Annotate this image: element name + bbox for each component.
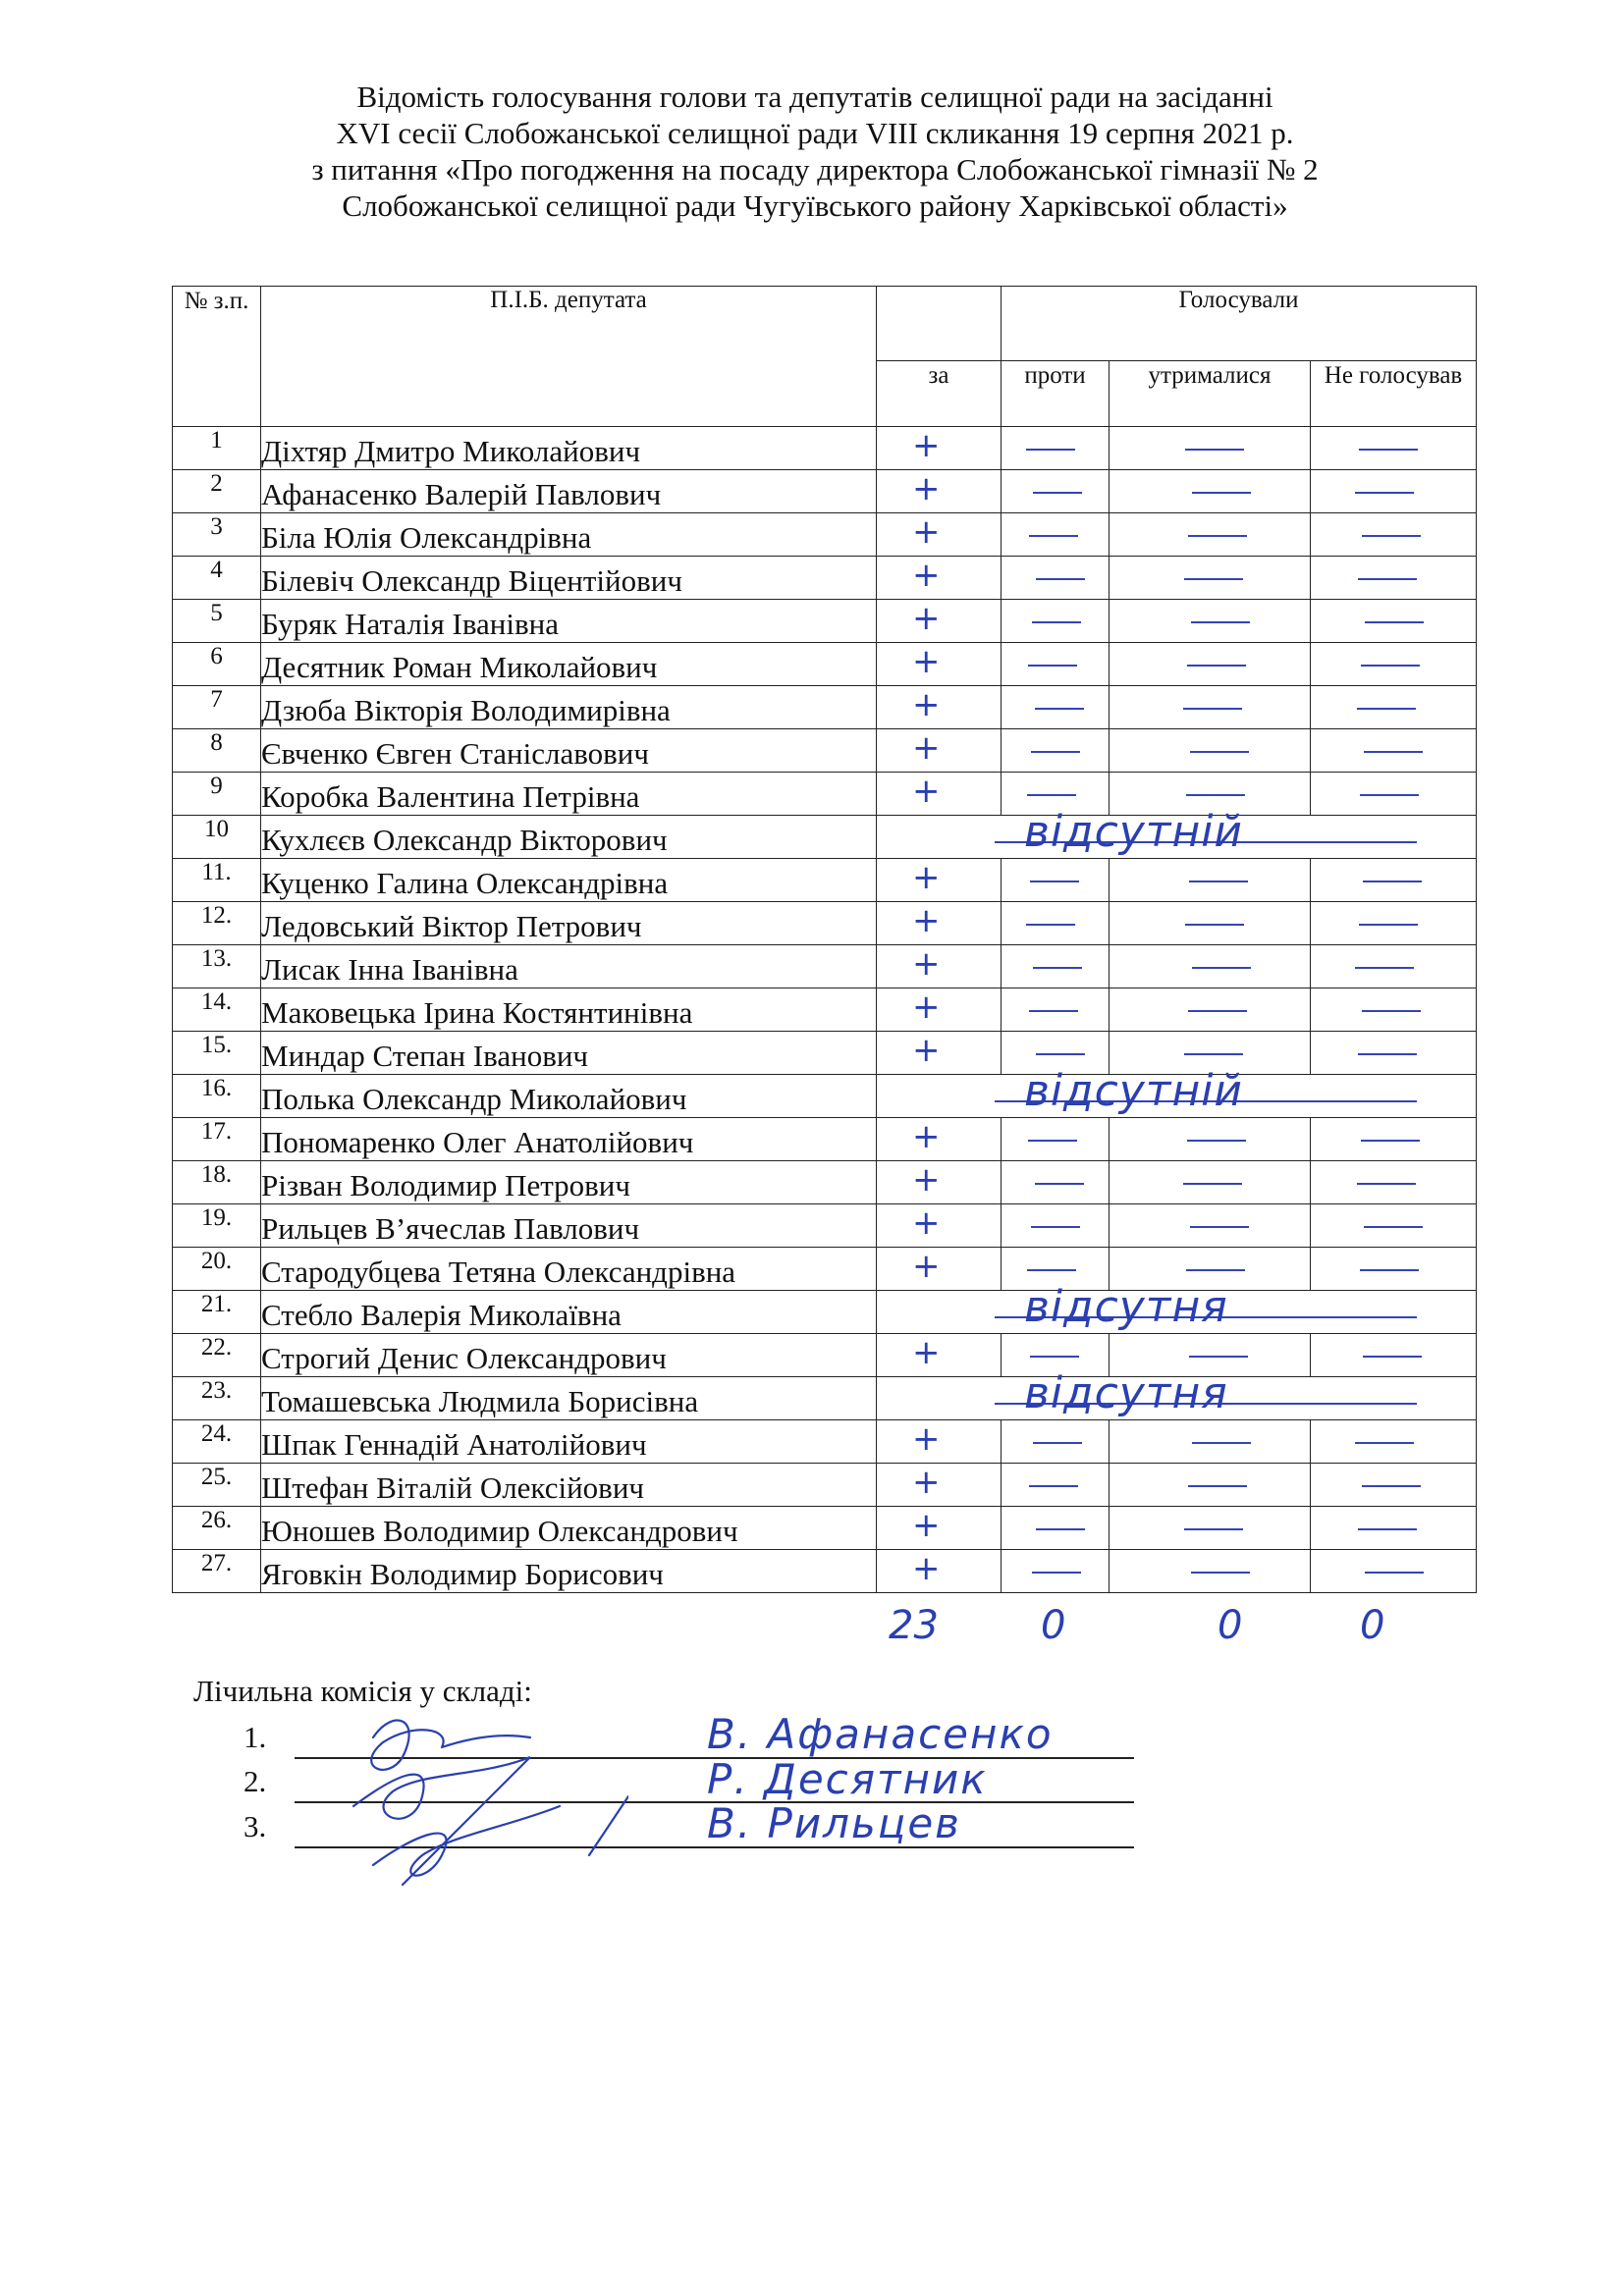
vote-for-cell: [877, 427, 1001, 470]
vote-abstained-cell: [1110, 1550, 1311, 1593]
commission-member-3-number: 3.: [244, 1809, 267, 1843]
dash-mark: [1355, 1442, 1414, 1444]
dash-mark: [1186, 794, 1245, 796]
vote-for-cell: [877, 1032, 1001, 1075]
row-number: 14.: [173, 988, 261, 1032]
dash-mark: [1028, 1140, 1077, 1142]
total-abstained: 0: [1218, 1603, 1243, 1648]
dash-mark: [1187, 1140, 1246, 1142]
header-blank: [877, 287, 1001, 361]
deputy-name: Шпак Геннадій Анатолійович: [261, 1420, 877, 1464]
deputy-name: Афанасенко Валерій Павлович: [261, 470, 877, 513]
dash-mark: [1030, 881, 1079, 882]
deputy-name: Лисак Інна Іванівна: [261, 945, 877, 988]
header-name: П.І.Б. депутата: [261, 287, 877, 427]
dash-mark: [1026, 924, 1075, 926]
dash-mark: [1362, 1485, 1421, 1487]
vote-not-voted-cell: [1311, 1420, 1477, 1464]
dash-mark: [1029, 535, 1078, 537]
dash-mark: [1036, 1528, 1085, 1530]
vote-for-mark: +: [912, 1160, 941, 1200]
row-number: 6: [173, 643, 261, 686]
vote-for-mark: +: [912, 1031, 941, 1070]
absent-cell: [877, 1282, 1477, 1334]
row-number: 27.: [173, 1550, 261, 1593]
vote-for-cell: [877, 643, 1001, 686]
vote-not-voted-cell: [1311, 600, 1477, 643]
vote-abstained-cell: [1110, 945, 1311, 988]
vote-for-cell: [877, 1550, 1001, 1593]
vote-against-cell: [1001, 1507, 1110, 1550]
table-row: [173, 1032, 1477, 1075]
row-number: 18.: [173, 1161, 261, 1204]
total-not-voted: 0: [1360, 1603, 1385, 1648]
table-row: [173, 427, 1477, 470]
deputy-name: Дзюба Вікторія Володимирівна: [261, 686, 877, 729]
dash-mark: [1361, 665, 1420, 667]
deputy-name: Десятник Роман Миколайович: [261, 643, 877, 686]
deputy-name: Пономаренко Олег Анатолійович: [261, 1118, 877, 1161]
row-number: 26.: [173, 1507, 261, 1550]
vote-against-cell: [1001, 470, 1110, 513]
row-number: 4: [173, 557, 261, 600]
vote-for-cell: [877, 859, 1001, 902]
dash-mark: [1033, 1442, 1082, 1444]
table-row: [173, 600, 1477, 643]
dash-mark: [1357, 708, 1416, 710]
dash-mark: [1032, 1572, 1081, 1574]
table-row: [173, 859, 1477, 902]
dash-mark: [1192, 492, 1251, 494]
vote-for-mark: +: [912, 685, 941, 724]
row-number: 20.: [173, 1248, 261, 1291]
vote-against-cell: [1001, 1464, 1110, 1507]
deputy-name: Томашевська Людмила Борисівна: [261, 1377, 877, 1420]
document-title: [147, 79, 1483, 224]
title-line-2: XVI сесії Слобожанської селищної ради VIII скликання 19 серпня 2021 р.: [336, 116, 1294, 150]
row-number: 16.: [173, 1075, 261, 1118]
vote-for-cell: [877, 470, 1001, 513]
dash-mark: [1029, 1010, 1078, 1012]
absent-note: відсутній: [1024, 807, 1244, 857]
vote-for-mark: +: [912, 772, 941, 811]
dash-mark: [1363, 881, 1422, 882]
table-row: [173, 1550, 1477, 1593]
title-line-4: Слобожанської селищної ради Чугуївського району Харківської області»: [342, 188, 1288, 223]
vote-for-mark: +: [912, 1506, 941, 1545]
absent-note: відсутній: [1024, 1066, 1244, 1116]
row-number: 11.: [173, 859, 261, 902]
vote-against-cell: [1001, 600, 1110, 643]
deputy-name: Кухлєєв Олександр Вікторович: [261, 816, 877, 859]
vote-for-mark: +: [912, 901, 941, 940]
vote-for-mark: +: [912, 1419, 941, 1459]
absent-cell: [877, 807, 1477, 859]
row-number: 5: [173, 600, 261, 643]
vote-for-mark: +: [912, 599, 941, 638]
vote-against-cell: [1001, 513, 1110, 557]
deputy-name: Штефан Віталій Олексійович: [261, 1464, 877, 1507]
dash-mark: [1355, 492, 1414, 494]
voting-table: [172, 286, 1477, 1593]
deputy-name: Куценко Галина Олександрівна: [261, 859, 877, 902]
table-row: [173, 1420, 1477, 1464]
absent-note: відсутня: [1024, 1282, 1228, 1332]
vote-abstained-cell: [1110, 1464, 1311, 1507]
signatures-image: [334, 1698, 628, 1924]
vote-abstained-cell: [1110, 988, 1311, 1032]
vote-not-voted-cell: [1311, 686, 1477, 729]
deputy-name: Різван Володимир Петрович: [261, 1161, 877, 1204]
dash-mark: [1184, 578, 1243, 580]
dash-mark: [1360, 794, 1419, 796]
vote-not-voted-cell: [1311, 513, 1477, 557]
row-number: 7: [173, 686, 261, 729]
vote-for-cell: [877, 729, 1001, 773]
vote-for-mark: +: [912, 469, 941, 508]
dash-mark: [1186, 1269, 1245, 1271]
table-row: [173, 1334, 1477, 1377]
vote-not-voted-cell: [1311, 988, 1477, 1032]
vote-for-cell: [877, 1507, 1001, 1550]
dash-mark: [1188, 1010, 1247, 1012]
table-row: [173, 988, 1477, 1032]
dash-mark: [1030, 1356, 1079, 1358]
row-number: 23.: [173, 1377, 261, 1420]
table-row: [173, 729, 1477, 773]
vote-for-cell: [877, 945, 1001, 988]
vote-for-cell: [877, 773, 1001, 816]
vote-for-cell: [877, 1248, 1001, 1291]
dash-mark: [1360, 1269, 1419, 1271]
vote-for-mark: +: [912, 1117, 941, 1156]
row-number: 25.: [173, 1464, 261, 1507]
dash-mark: [1365, 621, 1424, 623]
vote-for-mark: +: [912, 988, 941, 1027]
table-row: [173, 1161, 1477, 1204]
vote-for-mark: +: [912, 1247, 941, 1286]
vote-against-cell: [1001, 427, 1110, 470]
dash-mark: [1364, 1226, 1423, 1228]
deputy-name: Юношев Володимир Олександрович: [261, 1507, 877, 1550]
vote-for-mark: +: [912, 1463, 941, 1502]
vote-for-mark: +: [912, 642, 941, 681]
vote-for-cell: [877, 513, 1001, 557]
dash-mark: [1027, 794, 1076, 796]
vote-not-voted-cell: [1311, 427, 1477, 470]
row-number: 3: [173, 513, 261, 557]
vote-for-mark: +: [912, 512, 941, 552]
vote-for-cell: [877, 1334, 1001, 1377]
vote-for-cell: [877, 988, 1001, 1032]
vote-abstained-cell: [1110, 859, 1311, 902]
dash-mark: [1187, 665, 1246, 667]
vote-not-voted-cell: [1311, 557, 1477, 600]
vote-abstained-cell: [1110, 513, 1311, 557]
vote-not-voted-cell: [1311, 902, 1477, 945]
deputy-name: Діхтяр Дмитро Миколайович: [261, 427, 877, 470]
vote-not-voted-cell: [1311, 1550, 1477, 1593]
vote-not-voted-cell: [1311, 1032, 1477, 1075]
table-row: [173, 1377, 1477, 1420]
vote-against-cell: [1001, 1550, 1110, 1593]
table-row: [173, 1118, 1477, 1161]
dash-mark: [1188, 1485, 1247, 1487]
dash-mark: [1364, 751, 1423, 753]
dash-mark: [1191, 621, 1250, 623]
dash-mark: [1361, 1140, 1420, 1142]
dash-mark: [1189, 881, 1248, 882]
dash-mark: [1190, 1226, 1249, 1228]
dash-mark: [1032, 621, 1081, 623]
vote-abstained-cell: [1110, 902, 1311, 945]
table-row: [173, 902, 1477, 945]
row-number: 13.: [173, 945, 261, 988]
total-for: 23: [889, 1603, 939, 1648]
vote-against-cell: [1001, 643, 1110, 686]
dash-mark: [1363, 1356, 1422, 1358]
vote-for-cell: [877, 1161, 1001, 1204]
row-number: 9: [173, 773, 261, 816]
vote-not-voted-cell: [1311, 859, 1477, 902]
deputy-name: Полька Олександр Миколайович: [261, 1075, 877, 1118]
vote-not-voted-cell: [1311, 643, 1477, 686]
row-number: 1: [173, 427, 261, 470]
vote-not-voted-cell: [1311, 773, 1477, 816]
commission-label: Лічильна комісія у складі:: [193, 1674, 532, 1708]
dash-mark: [1183, 708, 1242, 710]
dash-mark: [1026, 449, 1075, 451]
commission-member-2-number: 2.: [244, 1764, 267, 1798]
dash-mark: [1192, 967, 1251, 969]
row-number: 10: [173, 816, 261, 859]
deputy-name: Буряк Наталія Іванівна: [261, 600, 877, 643]
vote-for-mark: +: [912, 1549, 941, 1588]
table-row: [173, 686, 1477, 729]
vote-against-cell: [1001, 1118, 1110, 1161]
dash-mark: [1190, 751, 1249, 753]
dash-mark: [1184, 1528, 1243, 1530]
header-not-voted: Не голосував: [1311, 361, 1477, 427]
dash-mark: [1029, 1485, 1078, 1487]
vote-not-voted-cell: [1311, 1334, 1477, 1377]
table-row: [173, 945, 1477, 988]
dash-mark: [1028, 665, 1077, 667]
table-row: [173, 470, 1477, 513]
dash-mark: [1359, 449, 1418, 451]
vote-abstained-cell: [1110, 643, 1311, 686]
vote-for-mark: +: [912, 858, 941, 897]
dash-mark: [1027, 1269, 1076, 1271]
vote-not-voted-cell: [1311, 1248, 1477, 1291]
vote-abstained-cell: [1110, 1161, 1311, 1204]
dash-mark: [1192, 1442, 1251, 1444]
vote-for-cell: [877, 902, 1001, 945]
vote-abstained-cell: [1110, 427, 1311, 470]
deputy-name: Строгий Денис Олександрович: [261, 1334, 877, 1377]
dash-mark: [1357, 1183, 1416, 1185]
commission-member-1-name: В. Афанасенко: [707, 1710, 1054, 1758]
commission-member-1-number: 1.: [244, 1720, 267, 1754]
dash-mark: [1355, 967, 1414, 969]
vote-abstained-cell: [1110, 729, 1311, 773]
vote-not-voted-cell: [1311, 945, 1477, 988]
table-row: [173, 773, 1477, 816]
vote-against-cell: [1001, 945, 1110, 988]
deputy-name: Миндар Степан Іванович: [261, 1032, 877, 1075]
row-number: 8: [173, 729, 261, 773]
vote-for-cell: [877, 1204, 1001, 1248]
vote-abstained-cell: [1110, 1118, 1311, 1161]
table-row: [173, 1248, 1477, 1291]
dash-mark: [1359, 924, 1418, 926]
vote-not-voted-cell: [1311, 729, 1477, 773]
vote-for-mark: +: [912, 1203, 941, 1243]
deputy-name: Ледовський Віктор Петрович: [261, 902, 877, 945]
vote-against-cell: [1001, 1161, 1110, 1204]
vote-for-mark: +: [912, 556, 941, 595]
dash-mark: [1365, 1572, 1424, 1574]
vote-abstained-cell: [1110, 557, 1311, 600]
header-abstained: утрималися: [1110, 361, 1311, 427]
dash-mark: [1362, 535, 1421, 537]
dash-mark: [1036, 1053, 1085, 1055]
dash-mark: [1191, 1572, 1250, 1574]
row-number: 12.: [173, 902, 261, 945]
dash-mark: [1183, 1183, 1242, 1185]
commission-member-2-name: Р. Десятник: [707, 1755, 988, 1803]
title-line-1: Відомість голосування голови та депутатів селищної ради на засіданні: [356, 80, 1273, 114]
deputy-name: Яговкін Володимир Борисович: [261, 1550, 877, 1593]
vote-not-voted-cell: [1311, 1161, 1477, 1204]
row-number: 17.: [173, 1118, 261, 1161]
dash-mark: [1031, 751, 1080, 753]
dash-mark: [1033, 492, 1082, 494]
title-line-3: з питання «Про погодження на посаду директора Слобожанської гімназії № 2: [311, 152, 1319, 187]
vote-against-cell: [1001, 1420, 1110, 1464]
vote-against-cell: [1001, 729, 1110, 773]
row-number: 2: [173, 470, 261, 513]
row-number: 24.: [173, 1420, 261, 1464]
vote-not-voted-cell: [1311, 1204, 1477, 1248]
deputy-name: Стебло Валерія Миколаївна: [261, 1291, 877, 1334]
header-voted: Голосували: [1001, 287, 1477, 361]
table-row: [173, 557, 1477, 600]
vote-against-cell: [1001, 1204, 1110, 1248]
vote-for-mark: +: [912, 1333, 941, 1372]
vote-for-cell: [877, 686, 1001, 729]
deputy-name: Білевіч Олександр Віцентійович: [261, 557, 877, 600]
total-against: 0: [1041, 1603, 1066, 1648]
table-row: [173, 1291, 1477, 1334]
absent-cell: [877, 1368, 1477, 1420]
vote-for-cell: [877, 1464, 1001, 1507]
dash-mark: [1185, 449, 1244, 451]
deputy-name: Маковецька Ірина Костянтинівна: [261, 988, 877, 1032]
vote-for-mark: +: [912, 728, 941, 768]
vote-not-voted-cell: [1311, 1507, 1477, 1550]
vote-for-cell: [877, 1118, 1001, 1161]
table-row: [173, 1075, 1477, 1118]
vote-not-voted-cell: [1311, 1464, 1477, 1507]
table-row: [173, 816, 1477, 859]
dash-mark: [1185, 924, 1244, 926]
row-number: 22.: [173, 1334, 261, 1377]
vote-abstained-cell: [1110, 1507, 1311, 1550]
dash-mark: [1358, 578, 1417, 580]
absent-cell: [877, 1066, 1477, 1118]
vote-against-cell: [1001, 686, 1110, 729]
dash-mark: [1035, 1183, 1084, 1185]
vote-for-mark: +: [912, 944, 941, 984]
header-number: № з.п.: [173, 287, 261, 427]
commission-member-3-name: В. Рильцев: [707, 1799, 961, 1847]
vote-abstained-cell: [1110, 1204, 1311, 1248]
vote-against-cell: [1001, 988, 1110, 1032]
dash-mark: [1033, 967, 1082, 969]
deputy-name: Біла Юлія Олександрівна: [261, 513, 877, 557]
table-row: [173, 1204, 1477, 1248]
row-number: 15.: [173, 1032, 261, 1075]
absent-note: відсутня: [1024, 1368, 1228, 1418]
row-number: 19.: [173, 1204, 261, 1248]
vote-against-cell: [1001, 859, 1110, 902]
table-row: [173, 1464, 1477, 1507]
table-row: [173, 1507, 1477, 1550]
vote-abstained-cell: [1110, 1420, 1311, 1464]
vote-for-cell: [877, 600, 1001, 643]
dash-mark: [1036, 578, 1085, 580]
vote-for-cell: [877, 557, 1001, 600]
vote-not-voted-cell: [1311, 1118, 1477, 1161]
deputy-name: Рильцев В’ячеслав Павлович: [261, 1204, 877, 1248]
dash-mark: [1031, 1226, 1080, 1228]
dash-mark: [1035, 708, 1084, 710]
dash-mark: [1189, 1356, 1248, 1358]
vote-not-voted-cell: [1311, 470, 1477, 513]
dash-mark: [1188, 535, 1247, 537]
table-row: [173, 513, 1477, 557]
table-row: [173, 643, 1477, 686]
dash-mark: [1358, 1053, 1417, 1055]
vote-abstained-cell: [1110, 470, 1311, 513]
vote-abstained-cell: [1110, 686, 1311, 729]
dash-mark: [1362, 1010, 1421, 1012]
deputy-name: Євченко Євген Станіславович: [261, 729, 877, 773]
vote-for-cell: [877, 1420, 1001, 1464]
deputy-name: Коробка Валентина Петрівна: [261, 773, 877, 816]
row-number: 21.: [173, 1291, 261, 1334]
header-against: проти: [1001, 361, 1110, 427]
vote-against-cell: [1001, 902, 1110, 945]
dash-mark: [1184, 1053, 1243, 1055]
deputy-name: Стародубцева Тетяна Олександрівна: [261, 1248, 877, 1291]
dash-mark: [1358, 1528, 1417, 1530]
vote-against-cell: [1001, 557, 1110, 600]
vote-abstained-cell: [1110, 600, 1311, 643]
header-for: за: [877, 361, 1001, 427]
vote-for-mark: +: [912, 426, 941, 465]
